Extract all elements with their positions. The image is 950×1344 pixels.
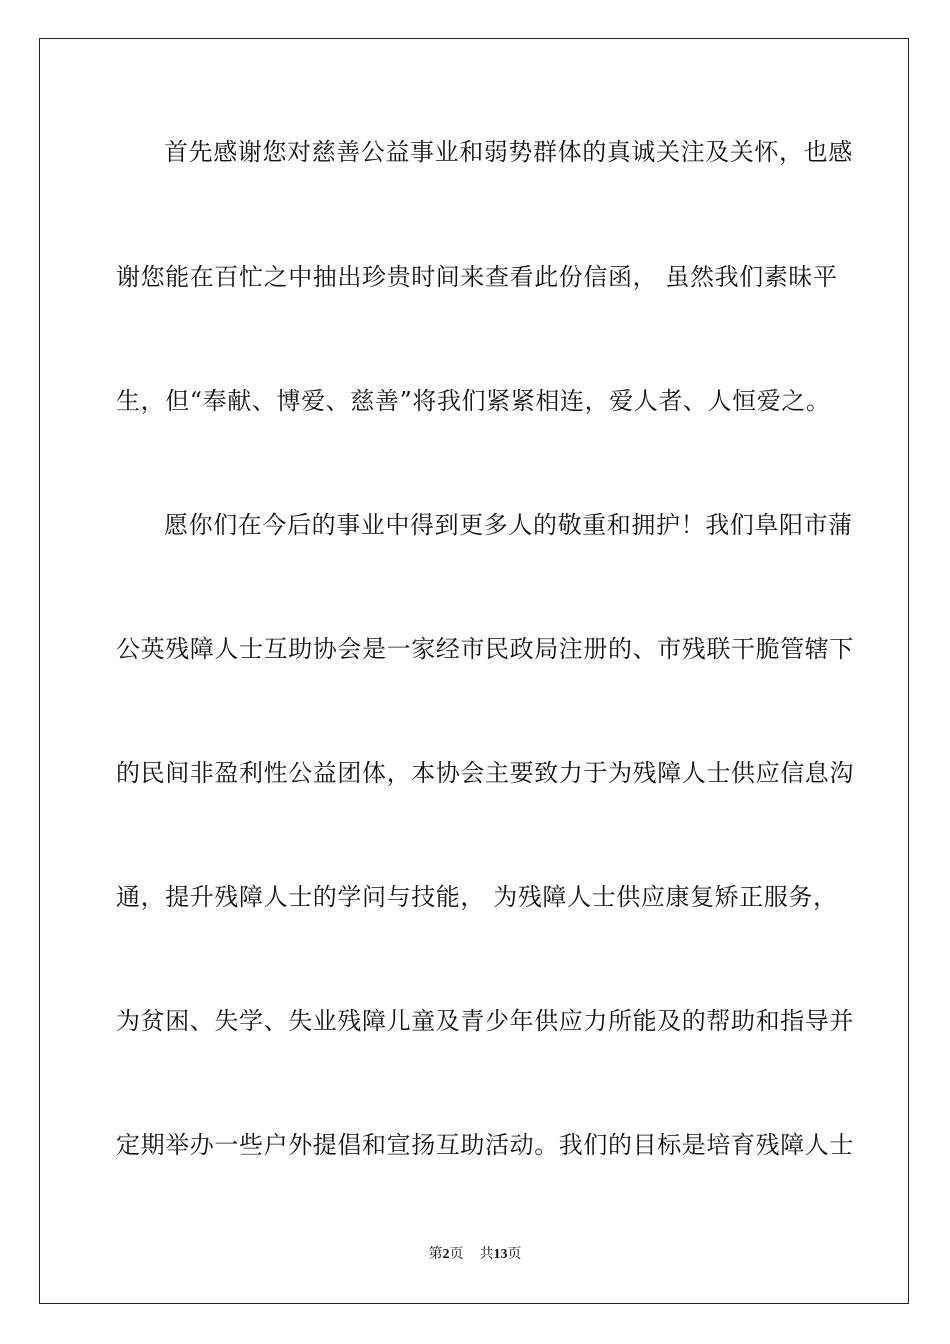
page-prefix: 第 [428, 1247, 443, 1262]
text-line: 愿你们在今后的事业中得到更多人的敬重和拥护！我们阜阳市蒲 [164, 511, 853, 539]
text-line: 通，提升残障人士的学问与技能， 为残障人士供应康复矫正服务， [116, 883, 838, 911]
page-footer [0, 1245, 950, 1265]
text-line: 首先感谢您对慈善公益事业和弱势群体的真诚关注及关怀，也感 [164, 138, 853, 166]
page-border [39, 38, 909, 1304]
total-pages: 13 [493, 1247, 508, 1262]
total-suffix: 页 [507, 1247, 522, 1262]
total-prefix: 共 [479, 1247, 494, 1262]
text-line: 为贫困、失学、失业残障儿童及青少年供应力所能及的帮助和指导并 [116, 1007, 854, 1035]
text-line: 定期举办一些户外提倡和宣扬互助活动。我们的目标是培育残障人士 [116, 1131, 854, 1159]
page-number: 2 [442, 1247, 450, 1262]
text-line: 公英残障人士互助协会是一家经市民政局注册的、市残联干脆管辖下 [116, 635, 854, 663]
text-line: 生，但“奉献、博爱、慈善”将我们紧紧相连，爱人者、人恒爱之。 [116, 387, 831, 415]
text-line: 的民间非盈利性公益团体，本协会主要致力于为残障人士供应信息沟 [116, 759, 854, 787]
text-line: 谢您能在百忙之中抽出珍贵时间来查看此份信函， 虽然我们素昧平 [116, 263, 838, 291]
page-suffix: 页 [449, 1247, 464, 1262]
